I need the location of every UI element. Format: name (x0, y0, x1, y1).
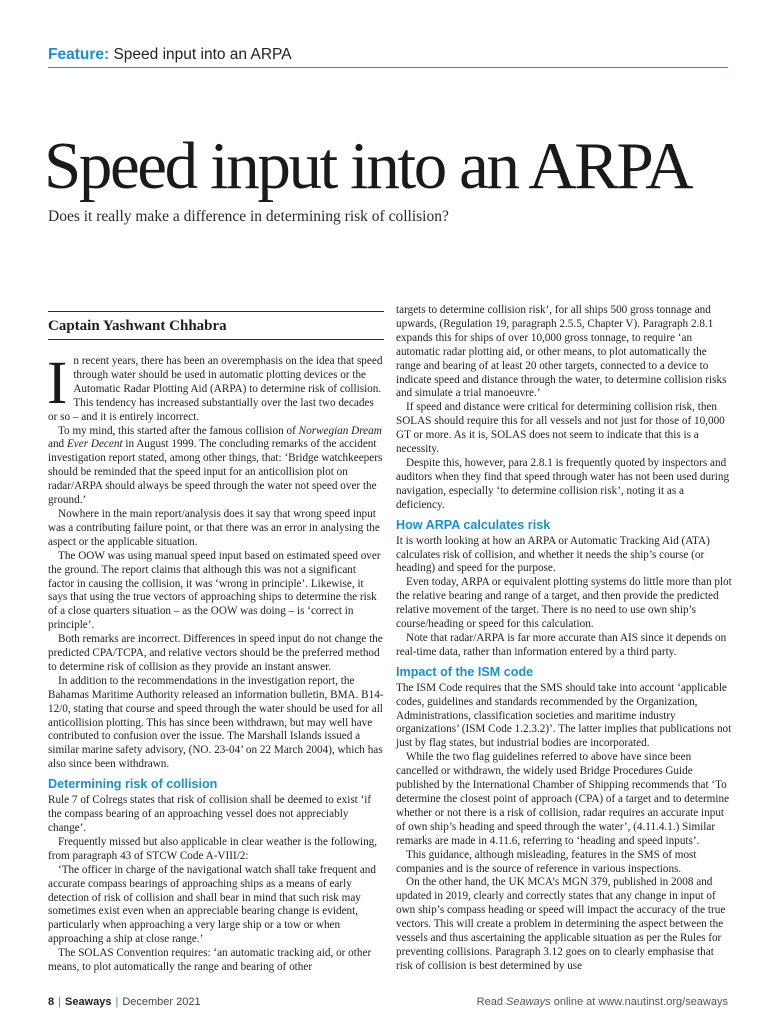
paragraph: On the other hand, the UK MCA’s MGN 379, published in 2008 and updated in 2019, clearly and correctly states that any change in input of own ship’s compass heading or speed will impact the accuracy of the true vectors. This will create a problem in determining the aspect between the vessels and thus ascertaining the applicable situation as per the Rules for preventing collisions. Paragraph 3.12 goes on to clearly emphasise that risk of collision is best determined by use (396, 876, 726, 972)
footer-separator: | (115, 996, 119, 1008)
paragraph-text: n recent years, there has been an overemphasis on the idea that speed through water should be used in automatic plotting devices or the Automatic Radar Plotting Aid (ARPA) to determine risk of collision. This tendency has increased substantially over the last two decades or so – and it is entirely incorrect. (48, 355, 383, 423)
feature-kicker (48, 44, 728, 66)
paragraph: Rule 7 of Colregs states that risk of collision shall be deemed to exist ‘if the compass bearing of an approaching vessel does not appreciably change’. (48, 794, 372, 834)
author-byline: Captain Yashwant Chhabra (48, 318, 227, 334)
footer-separator: | (58, 996, 61, 1008)
paragraph: Nowhere in the main report/analysis does it say that wrong speed input was a contributing failure point, or that there was an error in analysing the aspect or the applicable situation. (48, 507, 380, 548)
paragraph: In addition to the recommendations in the investigation report, the Bahamas Maritime Authority released an information bulletin, BMA. B14-12/0, stating that course and speed through the water should be used for all anticollision plotting. This has since been withdrawn, but may well have contributed to confusion over the issue. The Marshall Islands issued a similar marine safety advisory, (NO. 23-04’ on 22 March 2004), which has also since been withdrawn. (48, 674, 384, 771)
footer-magazine-italic: Seaways (506, 996, 551, 1008)
paragraph: The ISM Code requires that the SMS should take into account ‘applicable codes, guidelines and standards recommended by the Organization, Administrations, classification societies and maritime industry organizations’ (ISM Code 1.2.3.2)’. The latter implies that publications not just by flag states, but industrial bodies are incorporated. (396, 681, 732, 750)
right-column (396, 304, 732, 974)
footer-online-link[interactable] (477, 996, 728, 1008)
paragraph: The OOW was using manual speed input based on estimated speed over the ground. The report claims that although this was not a significant factor in causing the collision, it was ‘wrong in principle’. Likewise, it says that using the true vectors of approaching ships to determine the risk of a close quarters situation – as the OOW was doing – is ‘correct in principle’. (48, 549, 381, 632)
subheading-ism-code: Impact of the ISM code (396, 664, 534, 679)
paragraph (48, 425, 384, 508)
paragraph-text: in August 1999. The concluding remarks of the accident investigation report stated, among other things, that: ‘Bridge watchkeepers should be reminded that the speed input for an anticollision plot on radar/ARPA should always be speed through the water not speed over the ground.’ (48, 438, 383, 507)
article-standfirst: Does it really make a difference in determining risk of collision? (48, 208, 449, 225)
paragraph: While the two flag guidelines referred to above have since been cancelled or withdrawn, the widely used Bridge Procedures Guide published by the International Chamber of Shipping recommends that ‘To determine the closest point of approach (CPA) of a target and to determine whether or not there is a risk of collision, radar requires an accurate input of own ship’s heading and speed through the water’, (4.11.4.1.) Similar remarks are made in 4.11.6, referring to ‘heading and speed inputs’. (396, 751, 730, 847)
paragraph: If speed and distance were critical for determining collision risk, then SOLAS should require this for all vessels and not just for those of 10,000 GT or more. As it is, SOLAS does not seem to indicate that this is a necessity. (396, 401, 725, 456)
footer-url-text: online at www.nautinst.org/seaways (550, 996, 728, 1008)
paragraph: Note that radar/ARPA is far more accurate than AIS since it depends on real-time data, rather than information entered by a third party. (396, 631, 727, 658)
ship-name: Norwegian Dream (298, 424, 382, 437)
paragraph-text: and (48, 438, 67, 451)
magazine-name: Seaways (64, 996, 112, 1008)
page-number: 8 (48, 996, 55, 1008)
intro-paragraph (47, 350, 384, 425)
ship-name: Ever Decent (66, 438, 123, 451)
paragraph: Frequently missed but also applicable in clear weather is the following, from paragraph 43 of STCW Code A-VIII/2: (48, 835, 378, 862)
footer-folio (48, 996, 201, 1008)
subheading-determining-risk: Determining risk of collision (48, 777, 218, 792)
issue-date: December 2021 (122, 996, 201, 1008)
paragraph: It is worth looking at how an ARPA or Automatic Tracking Aid (ATA) calculates risk of collision, and whether it needs the ship’s course (or heading) and speed for the purpose. (396, 534, 710, 575)
byline-bottom-rule (48, 339, 384, 340)
paragraph: The SOLAS Convention requires: ‘an automatic tracking aid, or other means, to plot automatically the range and bearing of other (48, 947, 372, 974)
paragraph: targets to determine collision risk’, for all ships 500 gross tonnage and upwards, (Regulation 19, paragraph 2.5.5, Chapter V). Paragraph 2.8.1 expands this for ships of over 10,000 gross tonnage, to require ‘an automatic radar plotting aid, or other means, to plot automatically the range and bearing of at least 20 other targets, connected to a device to indicate speed and distance through the water, to determine collision risks and simulate a trial manoeuvre.’ (396, 304, 727, 400)
left-column (48, 311, 384, 975)
paragraph: Even today, ARPA or equivalent plotting systems do little more than plot the relative bearing and range of a target, and then provide the predicted relative movement of the target. There is no need to use own ship’s course/heading or speed for this calculation. (396, 576, 732, 631)
feature-label: Feature: (48, 46, 110, 63)
article-headline: Speed input into an ARPA (44, 129, 692, 203)
footer-text: Read (476, 996, 507, 1008)
feature-title: Speed input into an ARPA (113, 46, 292, 63)
paragraph: This guidance, although misleading, features in the SMS of most companies and is the source of reference in various inspections. (396, 848, 697, 875)
drop-cap: I (47, 350, 68, 417)
kicker-divider (48, 67, 728, 68)
page-footer (48, 996, 728, 1012)
paragraph: Both remarks are incorrect. Differences in speed input do not change the predicted CPA/TCPA, and relative vectors should be the preferred method to determine risk of collision as they provide an instant answer. (48, 633, 383, 673)
subheading-how-arpa: How ARPA calculates risk (396, 517, 551, 532)
quote-paragraph: ‘The officer in charge of the navigational watch shall take frequent and accurate compass bearings of approaching ships as a means of early detection of risk of collision and shall bear in mind that such risk may sometimes exist even when an appreciable bearing change is evident, particularly when approaching a very large ship or a tow or when approaching a ship at close range.’ (48, 863, 376, 946)
paragraph-text: To my mind, this started after the famous collision of (58, 424, 299, 437)
paragraph: Despite this, however, para 2.8.1 is frequently quoted by inspectors and auditors when they find that speed through water has not been used during navigation, especially ‘to determine collision risk’, noting it as a deficiency. (396, 456, 730, 511)
